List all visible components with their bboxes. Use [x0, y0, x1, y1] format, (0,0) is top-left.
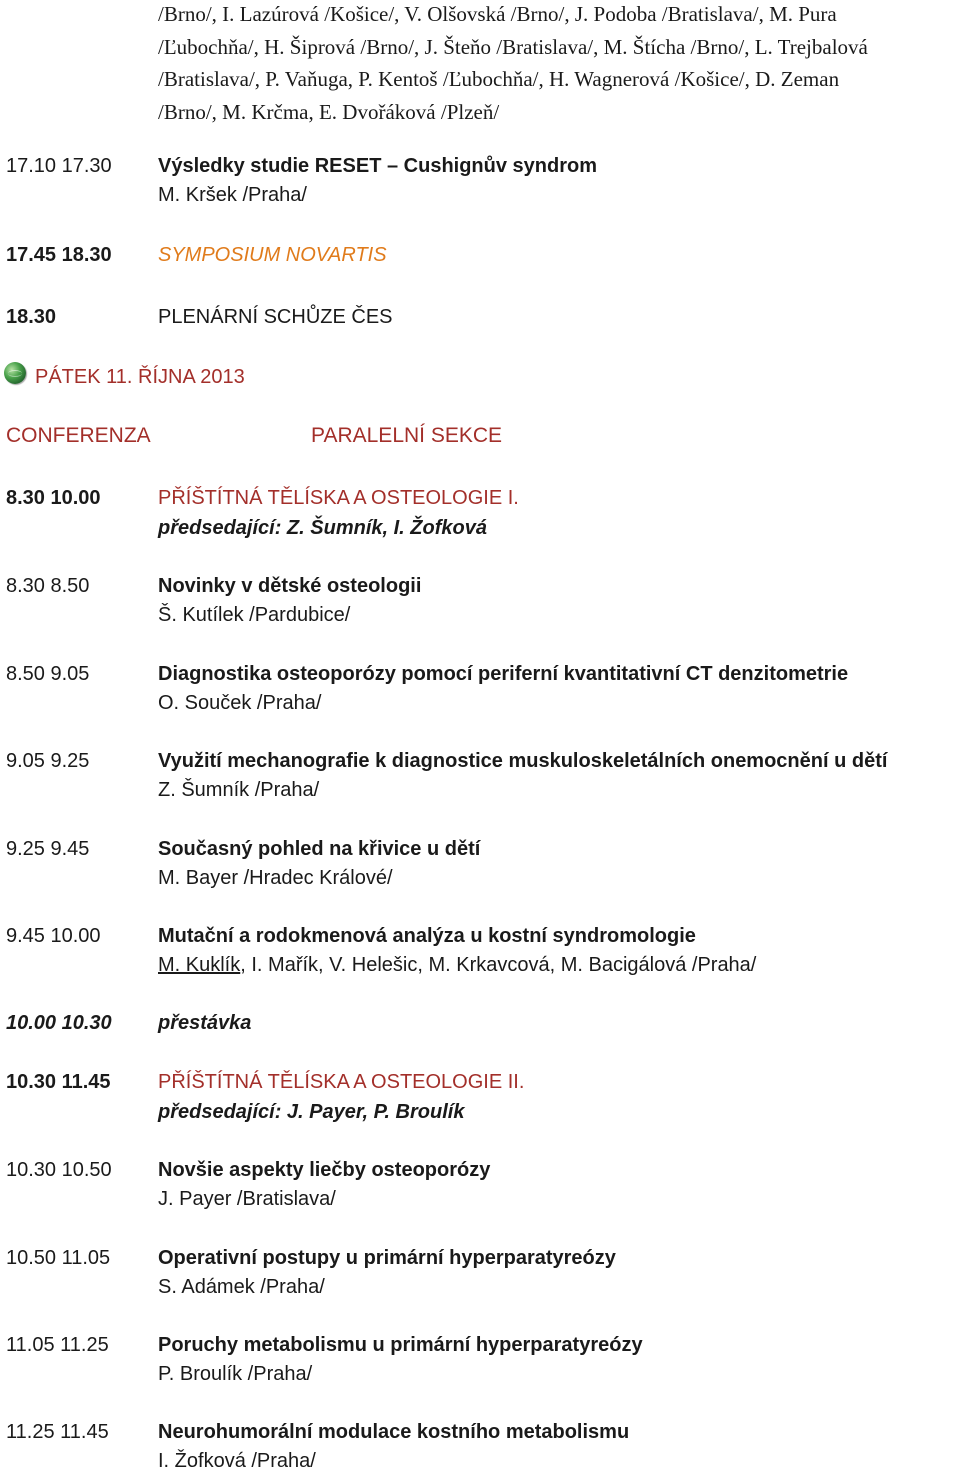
talk-speaker: Z. Šumník /Praha/: [158, 779, 320, 801]
talk-title: Novinky v dětské osteologii: [158, 575, 422, 597]
talk-time: 10.30 10.50: [6, 1159, 112, 1181]
symposium-title: SYMPOSIUM NOVARTIS: [158, 244, 387, 266]
talk-title: Diagnostika osteoporózy pomocí periferní kvantitativní CT denzitometrie: [158, 663, 849, 685]
venue-conferenza: CONFERENZA: [6, 424, 151, 447]
author-line: /Brno/, I. Lazúrová /Košice/, V. Olšovská /Brno/, J. Podoba /Bratislava/, M. Pura: [158, 2, 837, 26]
talk-speaker: Š. Kutílek /Pardubice/: [158, 604, 351, 626]
talk-time: 9.05 9.25: [6, 750, 90, 772]
talk-speaker: P. Broulík /Praha/: [158, 1363, 313, 1385]
author-line: /Bratislava/, P. Vaňuga, P. Kentoš /Ľubochňa/, H. Wagnerová /Košice/, D. Zeman: [158, 67, 840, 91]
talk-title: Novšie aspekty liečby osteoporózy: [158, 1159, 491, 1181]
block-time: 10.30 11.45: [6, 1071, 111, 1093]
block-chairs: předsedající: Z. Šumník, I. Žofková: [158, 517, 487, 539]
talk-title: Operativní postupy u primární hyperparatyreózy: [158, 1247, 616, 1269]
talk-time: 11.05 11.25: [6, 1334, 109, 1356]
break-label: přestávka: [158, 1012, 252, 1034]
talk-speaker: S. Adámek /Praha/: [158, 1276, 325, 1298]
block-chairs: předsedající: J. Payer, P. Broulík: [158, 1101, 465, 1123]
talk-speaker: M. Kršek /Praha/: [158, 184, 307, 206]
talk-speaker: M. Bayer /Hradec Králové/: [158, 867, 393, 889]
plenary-title: PLENÁRNÍ SCHŮZE ČES: [158, 306, 393, 328]
talk-time: 8.50 9.05: [6, 663, 90, 685]
block-title: PŘÍŠTÍTNÁ TĚLÍSKA A OSTEOLOGIE I.: [158, 487, 519, 509]
presenting-author: M. Kuklík: [158, 954, 241, 976]
block-time: 8.30 10.00: [6, 487, 101, 509]
talk-speaker: [158, 953, 756, 977]
talk-title: Současný pohled na křivice u dětí: [158, 838, 481, 860]
talk-speaker: J. Payer /Bratislava/: [158, 1188, 336, 1210]
author-line: /Brno/, M. Krčma, E. Dvořáková /Plzeň/: [158, 100, 500, 124]
talk-time: 11.25 11.45: [6, 1421, 109, 1443]
talk-title: Mutační a rodokmenová analýza u kostní syndromologie: [158, 925, 696, 947]
venue-parallel: PARALELNÍ SEKCE: [311, 424, 503, 447]
talk-time: 8.30 8.50: [6, 575, 90, 597]
talk-time: 9.45 10.00: [6, 925, 101, 947]
co-authors: , I. Mařík, V. Helešic, M. Krkavcová, M. Bacigálová /Praha/: [240, 954, 757, 976]
talk-speaker: O. Souček /Praha/: [158, 692, 322, 714]
author-line: /Ľubochňa/, H. Šiprová /Brno/, J. Šteňo /Bratislava/, M. Štícha /Brno/, L. Trejbalová: [158, 35, 868, 59]
item-time: 17.45 18.30: [6, 244, 112, 266]
globe-icon: [4, 362, 26, 384]
talk-title: Poruchy metabolismu u primární hyperparatyreózy: [158, 1334, 643, 1356]
item-time: 17.10 17.30: [6, 155, 112, 177]
talk-title: Výsledky studie RESET – Cushignův syndrom: [158, 155, 598, 177]
talk-time: 10.50 11.05: [6, 1247, 111, 1269]
talk-title: Využití mechanografie k diagnostice muskuloskeletálních onemocnění u dětí: [158, 750, 888, 772]
talk-time: 9.25 9.45: [6, 838, 90, 860]
day-heading: PÁTEK 11. ŘÍJNA 2013: [35, 366, 245, 388]
talk-speaker: I. Žofková /Praha/: [158, 1450, 316, 1472]
talk-title: Neurohumorální modulace kostního metabolismu: [158, 1421, 630, 1443]
block-title: PŘÍŠTÍTNÁ TĚLÍSKA A OSTEOLOGIE II.: [158, 1071, 525, 1093]
break-time: 10.00 10.30: [6, 1012, 112, 1034]
item-time: 18.30: [6, 306, 57, 328]
